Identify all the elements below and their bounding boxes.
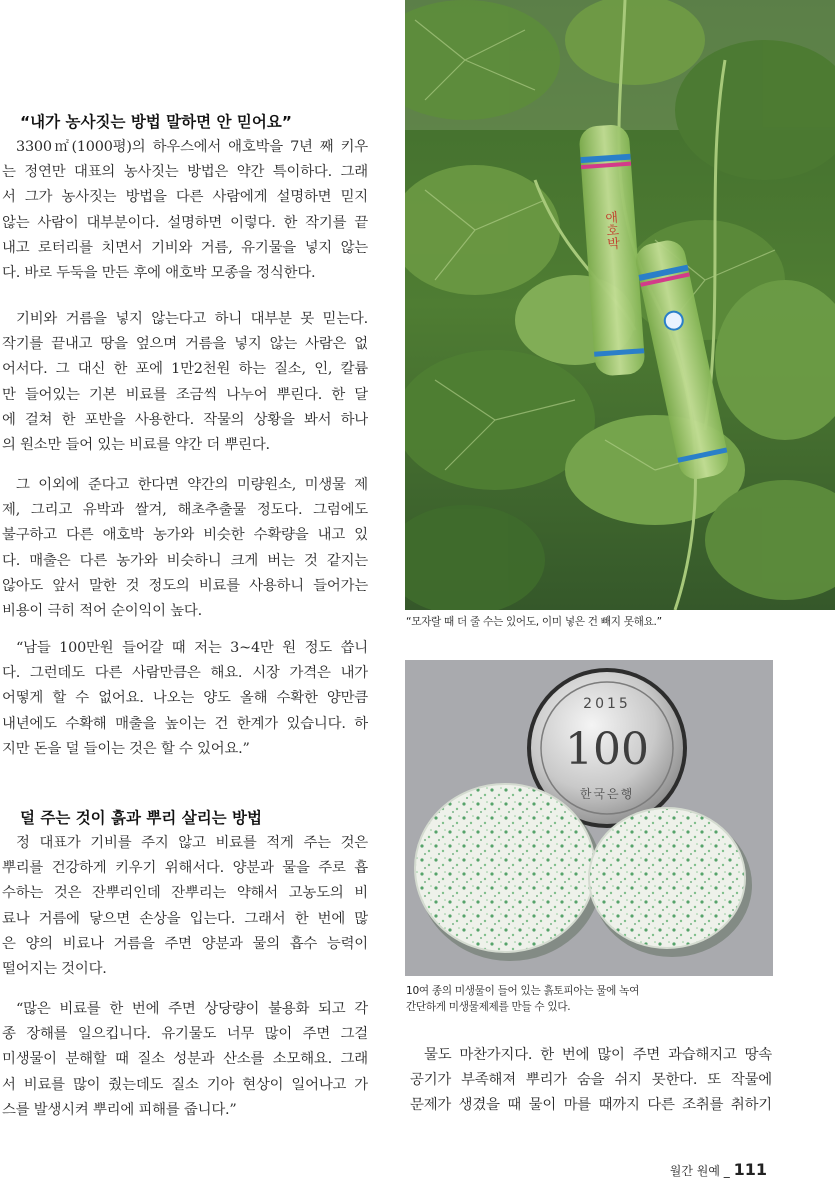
text-line: 작기를 끝내고 땅을 엎으며 거름을 넣지 않는 사람은 없 [2, 336, 368, 353]
page-footer [670, 1160, 767, 1179]
text-line: 은 양의 비료나 거름을 주면 양분과 물의 흡수 능력이 [2, 935, 368, 952]
tablets-photo [405, 660, 773, 976]
section1-paragraph-2 [2, 307, 368, 458]
text-line: 제, 그리고 유박과 쌀겨, 해초추출물 정도다. 그럼에도 [2, 502, 368, 519]
photo1-caption: “모자랄 때 더 줄 수는 있어도, 이미 넣은 건 빼지 못해요.” [406, 616, 662, 628]
tablets-illustration [405, 660, 773, 976]
text-line: 내년에도 수확해 매출을 높이는 건 한계가 있습니다. 하 [2, 715, 368, 732]
right-column-text [410, 1043, 772, 1119]
text-line: 지만 돈을 덜 들이는 것은 할 수 있어요.” [2, 740, 250, 757]
text-line: 불구하고 다른 애호박 농가와 비슷한 수확량을 내고 있 [2, 527, 368, 544]
bag-label: 애호박 [601, 210, 620, 251]
text-line: 미생물이 분해할 때 질소 성분과 산소를 소모해요. 그래 [2, 1051, 368, 1068]
text-line: 만 들어있는 기본 비료를 조금씩 나누어 뿌린다. 한 달 [2, 386, 368, 403]
section2-heading: 덜 주는 것이 흙과 뿌리 살리는 방법 [20, 809, 263, 827]
text-line: “남들 100만원 들어갈 때 저는 3~4만 원 정도 씁니 [16, 640, 368, 656]
text-line: 비용이 극히 적어 순이익이 높다. [2, 602, 202, 619]
zucchini-illustration [405, 0, 835, 610]
section1-paragraph-1 [2, 135, 368, 286]
text-line: 서 비료를 많이 줬는데도 질소 기아 현상이 일어나고 가 [2, 1076, 368, 1093]
section2-paragraph-1 [2, 831, 368, 982]
text-line: 스를 발생시켜 뿌리에 피해를 줍니다.” [2, 1101, 237, 1118]
text-line: “많은 비료를 한 번에 주면 상당량이 불용화 되고 각 [16, 1001, 368, 1017]
text-line: 문제가 생겼을 때 물이 마를 때까지 다른 조취를 취하기 [410, 1097, 772, 1114]
text-line: 료나 거름에 닿으면 손상을 입는다. 그래서 한 번에 많 [2, 910, 368, 927]
section1-paragraph-4 [2, 636, 368, 762]
text-line: 의 원소만 들어 있는 비료를 약간 더 뿌린다. [2, 436, 270, 453]
text-line: 다. 매출은 다른 농가와 비슷하니 크게 버는 것 같지는 [2, 552, 368, 569]
text-line: 종 장해를 일으킵니다. 유기물도 너무 많이 주면 그걸 [2, 1026, 368, 1043]
coin-year: 2015 [583, 696, 631, 712]
text-line: 뿌리를 건강하게 키우기 위해서다. 양분과 물을 주로 흡 [2, 860, 368, 877]
section1-heading: “내가 농사짓는 방법 말하면 안 믿어요” [20, 113, 292, 131]
coin-text: 한국은행 [579, 787, 635, 801]
text-line: 는 정연만 대표의 농사짓는 방법은 약간 특이하다. 그래 [2, 164, 368, 181]
text-line: 물도 마찬가지다. 한 번에 많이 주면 과습해지고 땅속 [424, 1047, 772, 1063]
text-line: 기비와 거름을 넣지 않는다고 하니 대부분 못 믿는다. [16, 311, 368, 327]
zucchini-photo [405, 0, 835, 610]
text-line: 그 이외에 준다고 한다면 약간의 미량원소, 미생물 제 [16, 477, 368, 493]
text-line: 내고 로터리를 치면서 기비와 거름, 유기물을 넣지 않는 [2, 239, 368, 256]
text-line: 않아도 앞서 말한 것 정도의 비료를 사용하니 들어가는 [2, 577, 368, 594]
photo2-caption-line-2: 간단하게 미생물제제를 만들 수 있다. [406, 1001, 571, 1013]
text-line: 다. 바로 두둑을 만든 후에 애호박 모종을 정식한다. [2, 264, 316, 281]
photo2-caption-line-1: 10여 종의 미생물이 들어 있는 흙토피아는 물에 녹여 [406, 985, 640, 997]
section1-paragraph-3 [2, 473, 368, 624]
page-number: 111 [733, 1160, 767, 1179]
text-line: 3300㎡(1000평)의 하우스에서 애호박을 7년 째 키우 [16, 139, 368, 155]
text-line: 어서다. 그 대신 한 포에 1만2천원 하는 질소, 인, 칼륨 [2, 361, 368, 378]
text-line: 서 그가 농사짓는 방법을 다른 사람에게 설명하면 믿지 [2, 189, 368, 206]
text-line: 수하는 것은 잔뿌리인데 잔뿌리는 약해서 고농도의 비 [2, 885, 368, 902]
text-line: 공기가 부족해져 뿌리가 숨을 쉬지 못한다. 또 작물에 [410, 1072, 772, 1089]
text-line: 다. 그런데도 다른 사람만큼은 해요. 시장 가격은 내가 [2, 665, 368, 682]
coin-value: 100 [565, 724, 649, 775]
text-line: 않는 사람이 대부분이다. 설명하면 이렇다. 한 작기를 끝 [2, 214, 368, 231]
text-line: 어떻게 할 수 없어요. 나오는 양도 올해 수확한 양만큼 [2, 690, 368, 707]
text-line: 에 걸쳐 한 포반을 사용한다. 작물의 상황을 봐서 하나 [2, 411, 368, 428]
text-line: 떨어지는 것이다. [2, 960, 107, 977]
section2-paragraph-2 [2, 997, 368, 1123]
text-line: 정 대표가 기비를 주지 않고 비료를 적게 주는 것은 [16, 835, 368, 851]
magazine-name: 월간 원예 _ [669, 1164, 730, 1178]
